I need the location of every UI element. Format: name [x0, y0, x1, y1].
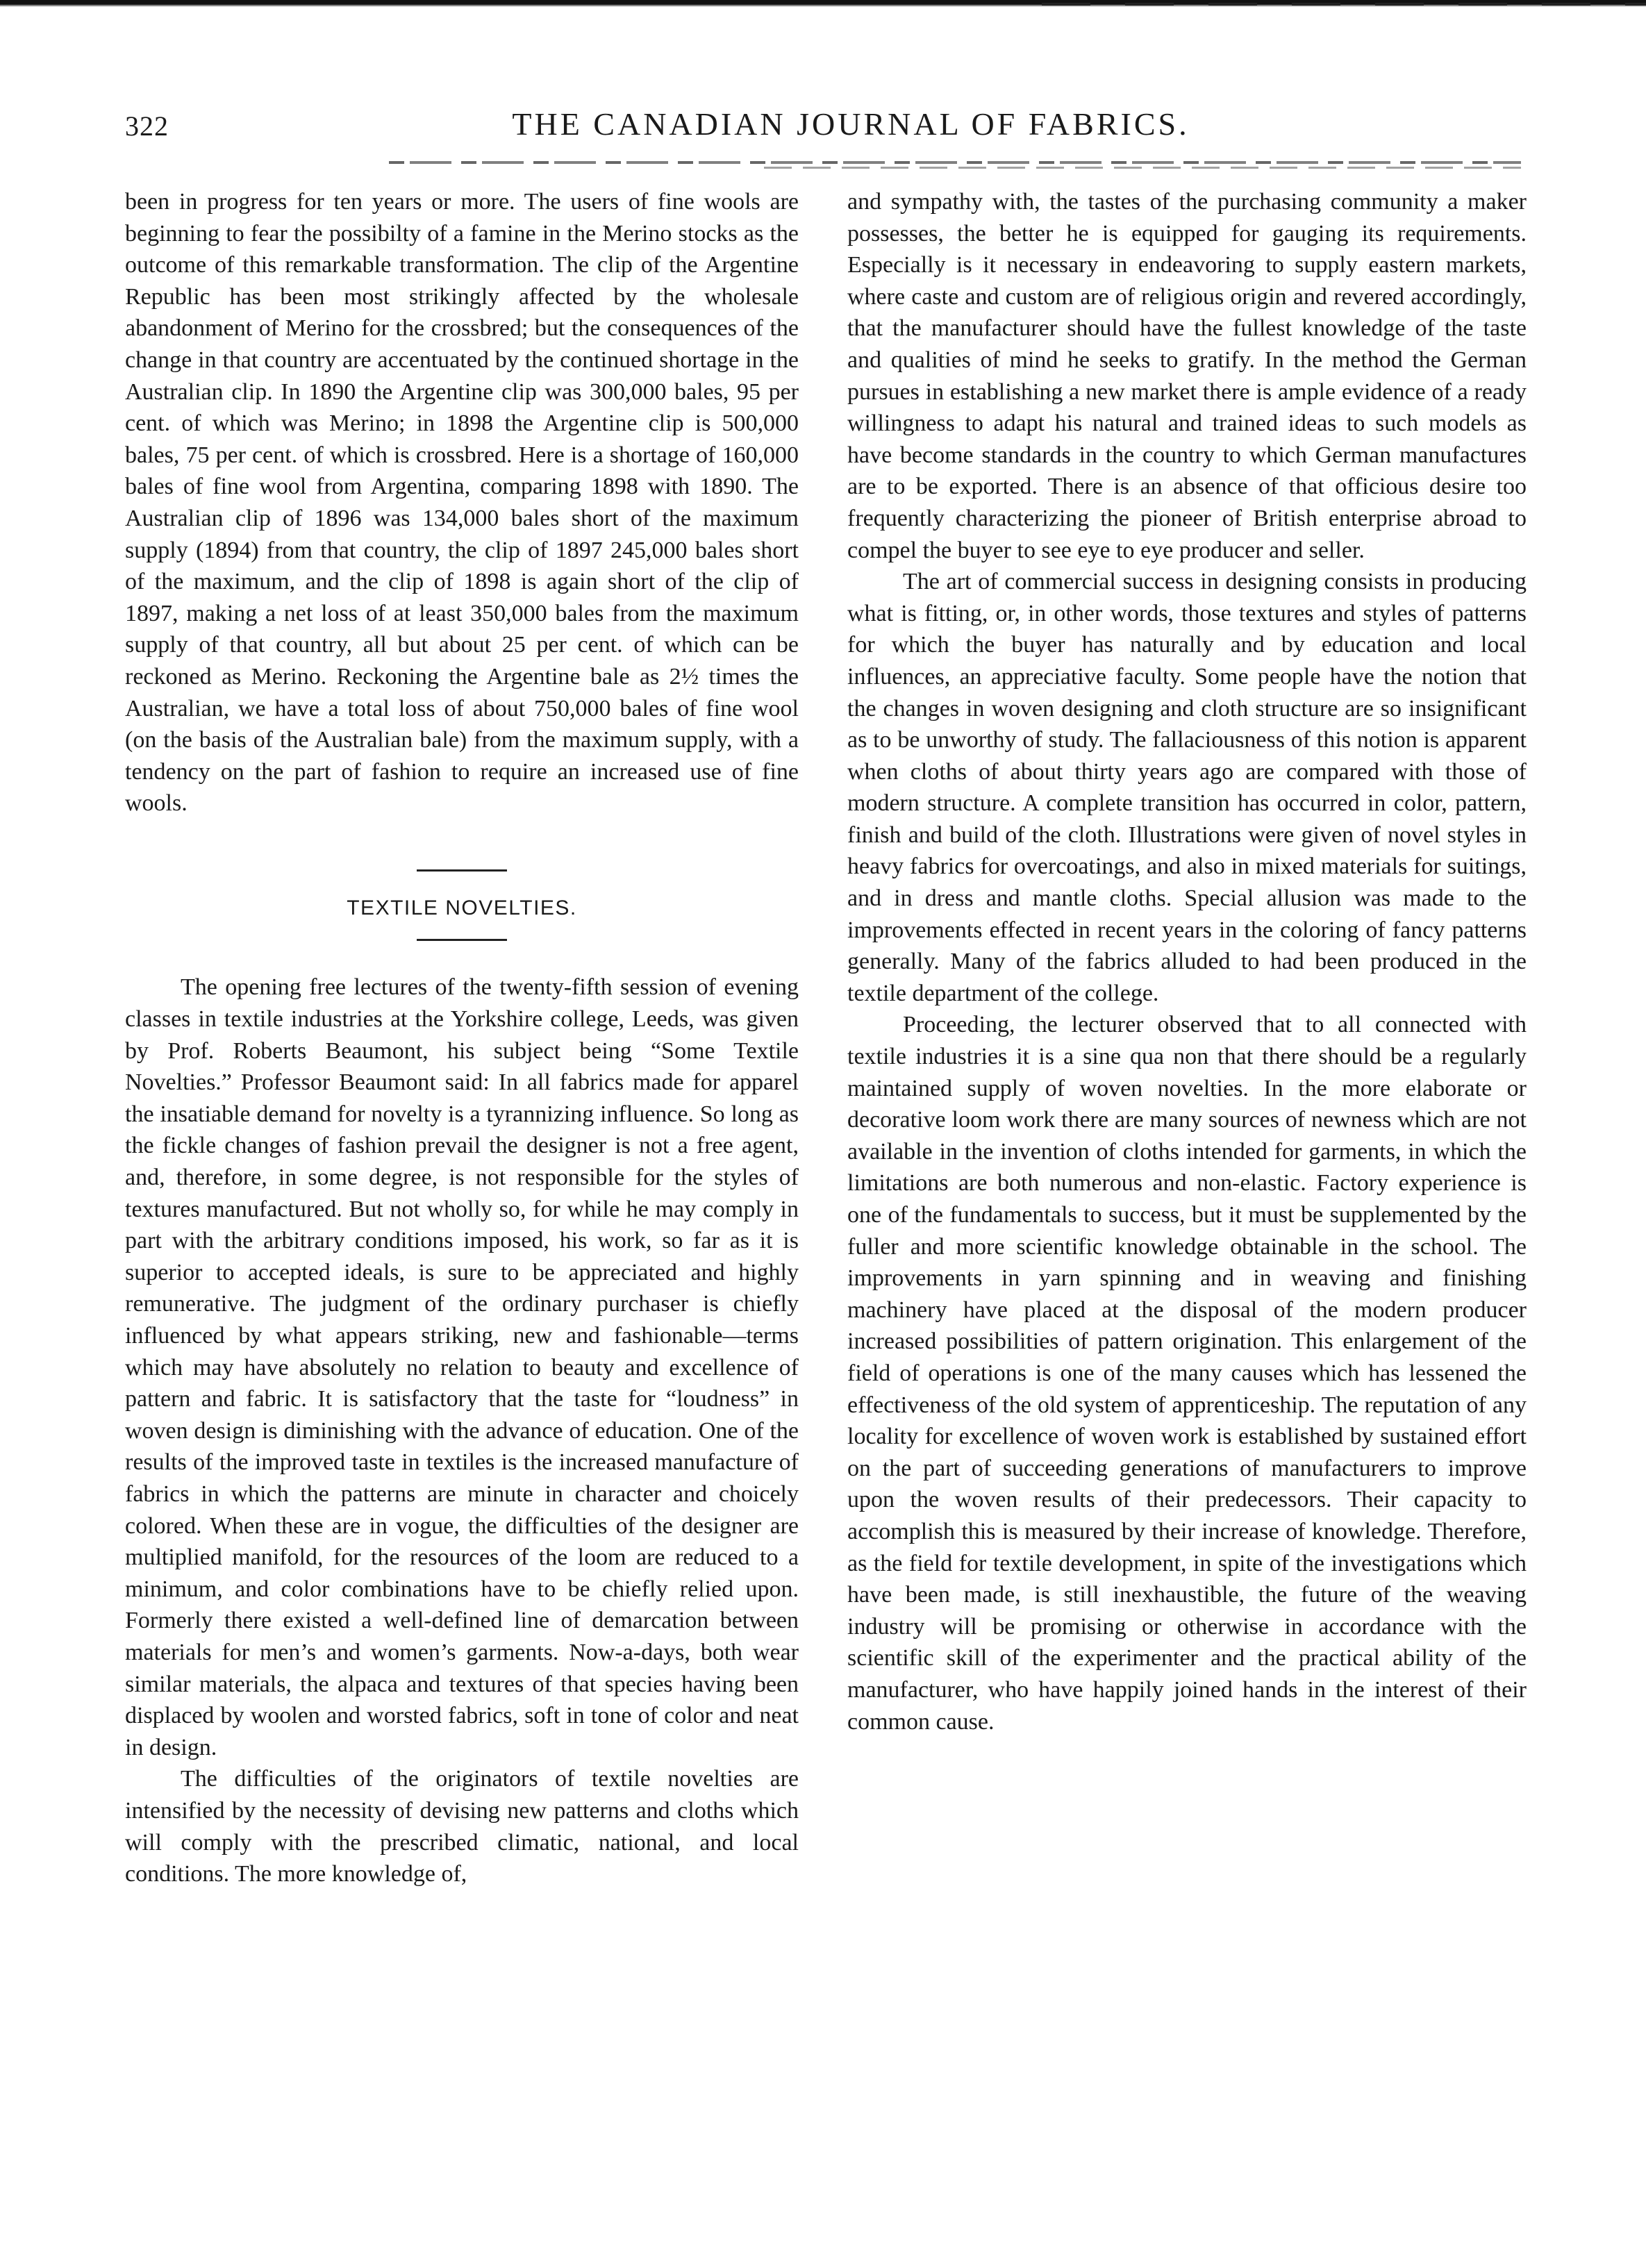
- journal-title: THE CANADIAN JOURNAL OF FABRICS.: [512, 106, 1190, 142]
- section-rule-bottom: [417, 939, 507, 941]
- continued-paragraph: been in progress for ten years or more. The users of fine wools are beginning to fear the possibilty of a famine in the Merino stocks as the outcome of this remarkable transformation. The clip of the Argentine Republic has been most strikingly affected by the wholesale abandonment of Merino for the crossbred; but the consequences of the change in that country are accentuated by the continued shortage in the Australian clip. In 1890 the Argentine clip was 300,000 bales, 95 per cent. of which was Merino; in 1898 the Argentine clip is 500,000 bales, 75 per cent. of which is crossbred. Here is a shortage of 160,000 bales of fine wool from Argentina, comparing 1898 with 1890. The Australian clip of 1896 was 134,000 bales short of the maximum supply (1894) from that country, the clip of 1897 245,000 bales short of the maximum, and the clip of 1898 is again short of the clip of 1897, making a net loss of at least 350,000 bales from the maximum supply of that country, all but about 25 per cent. of which can be reckoned as Merino. Reckoning the Argentine bale as 2½ times the Australian, we have a total loss of about 750,000 bales of fine wool (on the basis of the Australian bale) from the maximum supply, with a tendency on the part of fashion to require an increased use of fine wools.: [125, 189, 799, 817]
- right-column: [847, 186, 1527, 1737]
- page-header: [125, 106, 1521, 160]
- article-paragraph: and sympathy with, the tastes of the purchasing community a maker possesses, the better he is equipped for gauging its requirements. Especially is it necessary in endeavoring to supply eastern markets, where caste and custom are of religious origin and revered accordingly, that the manufacturer should have the fullest knowledge of the taste and qualities of mind he seeks to gratify. In the method the German pursues in establishing a new market there is ample evidence of a ready willingness to adapt his natural and trained ideas to such models as have become standards in the country to which German manufactures are to be exported. There is an absence of that officious desire too frequently characterizing the pioneer of British enterprise abroad to compel the buyer to see eye to eye producer and seller.: [847, 189, 1527, 563]
- section-heading: [125, 892, 799, 924]
- article-paragraph: The opening free lectures of the twenty-fifth session of evening classes in textile industries at the Yorkshire college, Leeds, was given by Prof. Roberts Beaumont, his subject being “Some Textile Novelties.” Professor Beaumont said: In all fabrics made for apparel the insatiable demand for novelty is a tyrannizing influence. So long as the fickle changes of fashion prevail the designer is not a free agent, and, therefore, in some degree, is not responsible for the styles of textures manufactured. But not wholly so, for while he may comply in part with the arbitrary conditions imposed, his work, so far as it is superior to accepted ideals, is sure to be appreciated and highly remunerative. The judgment of the ordinary purchaser is chiefly influenced by what appears striking, new and fashionable—terms which may have absolutely no relation to beauty and excellence of pattern and fabric. It is satisfactory that the taste for “loudness” in woven design is diminishing with the advance of education. One of the results of the improved taste in textiles is the increased manufacture of fabrics in which the patterns are minute in character and choicely colored. When these are in vogue, the difficulties of the designer are multiplied manifold, for the resources of the loom are reduced to a minimum, and color combinations have to be chiefly relied upon. Formerly there existed a well-defined line of demarcation between materials for men’s and women’s garments. Now-a-days, both wear similar materials, the alpaca and textures of that species having been displaced by woolen and worsted fabrics, soft in tone of color and neat in design.: [125, 974, 799, 1760]
- article-paragraph: Proceeding, the lecturer observed that to all connected with textile industries it is a sine qua non that there should be a regularly maintained supply of woven novelties. In the more elaborate or decorative loom work there are many sources of newness which are not available in the invention of cloths intended for garments, in which the limitations are both numerous and non-elastic. Factory experience is one of the fundamentals to success, but it must be supplemented by the fuller and more scientific knowledge obtainable in the school. The improvements in yarn spinning and in weaving and finishing machinery have placed at the disposal of the modern producer increased possibilities of pattern origination. This enlargement of the field of operations is one of the many causes which has lessened the effectiveness of the old system of apprenticeship. The reputation of any locality for excellence of woven work is established by sustained effort on the part of succeeding generations of manufacturers to improve upon the woven results of their predecessors. Their capacity to accomplish this is measured by their increase of knowledge. Therefore, as the field for textile development, in spite of the investigations which have been made, is still inexhaustible, the future of the weaving industry will be promising or otherwise in accordance with the scientific skill of the experimenter and the practical ability of the manufacturer, who have happily joined hands in the interest of their common cause.: [847, 1012, 1527, 1735]
- section-title: TEXTILE NOVELTIES.: [347, 896, 577, 919]
- header-rule-secondary: [764, 167, 1521, 169]
- article-paragraph: The art of commercial success in designing consists in producing what is fitting, or, in other words, those textures and styles of patterns for which the buyer has naturally and by education and local influences, an appreciative faculty. Some people have the notion that the changes in woven designing and cloth structure are so insignificant as to be unworthy of study. The fallaciousness of this notion is apparent when cloths of about thirty years ago are compared with those of modern structure. A complete transition has occurred in color, pattern, finish and build of the cloth. Illustrations were given of novel styles in heavy fabrics for overcoatings, and also in mixed materials for suitings, and in dress and mantle cloths. Special allusion was made to the improvements effected in recent years in the coloring of fancy patterns generally. Many of the fabrics alluded to had been produced in the textile department of the college.: [847, 569, 1527, 1006]
- header-rule: [389, 161, 1521, 164]
- top-border-dashes: [1042, 3, 1646, 6]
- left-column: [125, 186, 799, 1890]
- section-rule-top: [417, 869, 507, 872]
- article-paragraph: The difficulties of the originators of textile novelties are intensified by the necessity of devising new patterns and cloths which will comply with the prescribed climatic, national, and local conditions. The more knowledge of,: [125, 1766, 799, 1887]
- page-number: 322: [125, 110, 169, 142]
